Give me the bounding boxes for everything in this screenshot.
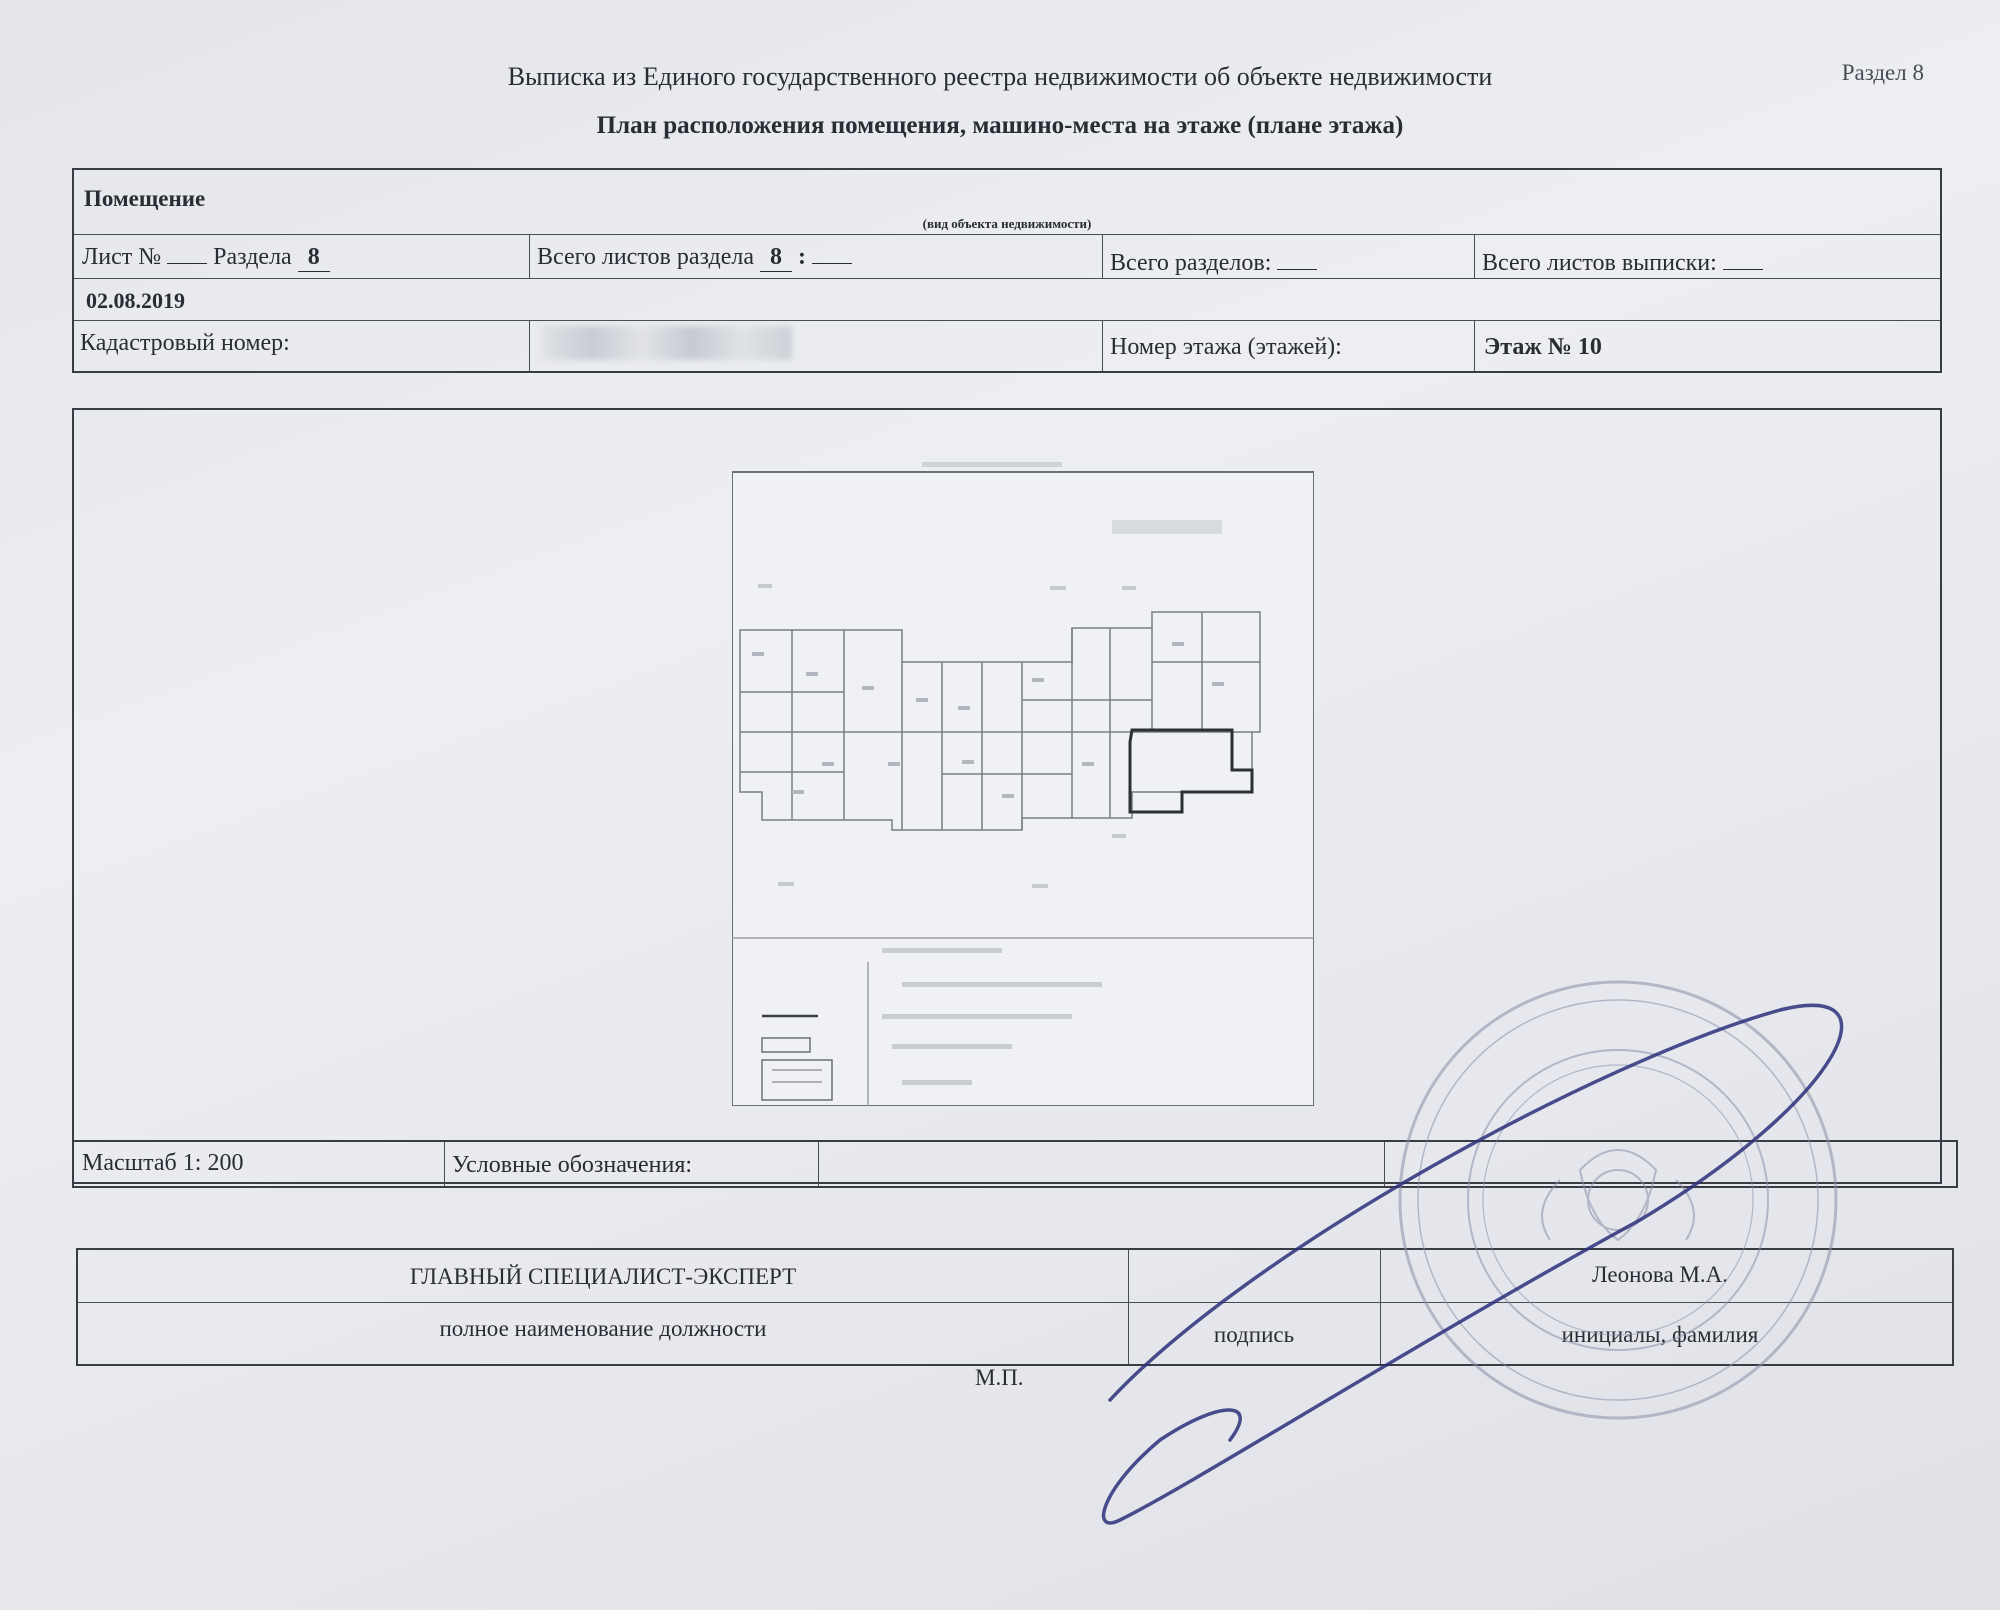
floor-plan-frame (72, 408, 1942, 1184)
floor-value: Этаж № 10 (1484, 334, 1602, 360)
sheet-number-field (82, 244, 330, 272)
cadastral-label: Кадастровый номер: (80, 330, 290, 356)
name-caption: инициалы, фамилия (1561, 1322, 1759, 1347)
sheet-label: Лист № (82, 244, 162, 270)
object-type: Помещение (84, 186, 206, 211)
signature-caption: подпись (1213, 1322, 1295, 1347)
section-field-label: Раздела (213, 244, 292, 270)
extract-date: 02.08.2019 (86, 288, 185, 313)
floor-number-label: Номер этажа (этажей): (1110, 334, 1342, 360)
total-section-sheets-value: 8 (760, 244, 792, 272)
scale-label: Масштаб 1: 200 (82, 1150, 244, 1176)
info-table (72, 168, 1942, 373)
name-value: Леонова М.А. (1591, 1262, 1729, 1287)
position-caption: полное наименование должности (439, 1316, 767, 1341)
document-subtitle: План расположения помещения, машино-места на этаже (плане этажа) (596, 112, 1404, 139)
section-label: Раздел 8 (1841, 60, 1924, 85)
sheet-number-blank (167, 245, 207, 264)
object-type-caption: (вид объекта недвижимости) (922, 216, 1092, 231)
total-sections-field: Всего разделов: (1110, 250, 1317, 277)
signature-table (76, 1248, 1954, 1366)
section-number: 8 (298, 244, 330, 272)
position-value: ГЛАВНЫЙ СПЕЦИАЛИСТ-ЭКСПЕРТ (409, 1264, 797, 1289)
total-section-sheets-field: Всего листов раздела 8 : (537, 244, 852, 272)
legend-row (72, 1140, 1958, 1188)
floor-plan-image (732, 462, 1314, 1106)
document-title: Выписка из Единого государственного реестра недвижимости об объекте недвижимости (507, 62, 1493, 91)
cadastral-number-redacted (542, 326, 792, 360)
total-extract-sheets-field: Всего листов выписки: (1482, 250, 1763, 277)
stamp-place-label: М.П. (975, 1365, 1024, 1390)
legend-label: Условные обозначения: (452, 1152, 693, 1178)
